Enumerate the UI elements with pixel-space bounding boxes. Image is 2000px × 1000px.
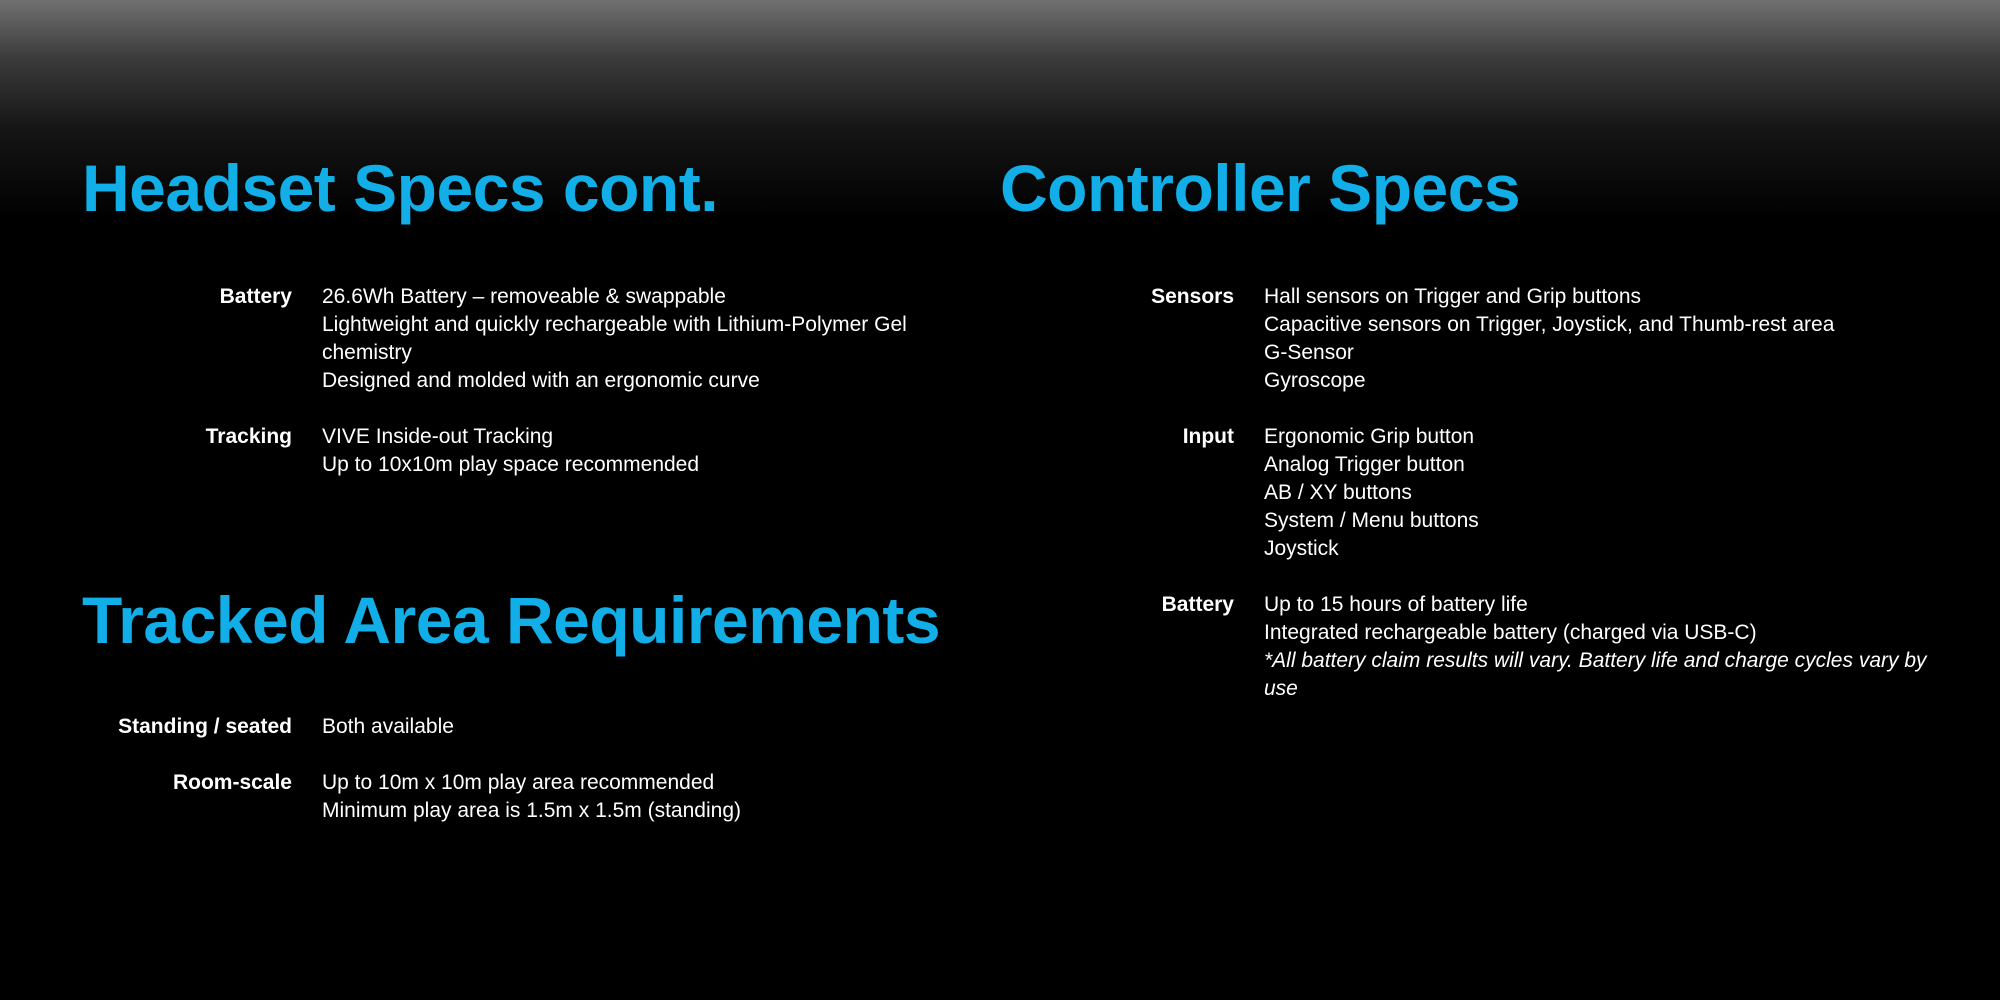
spec-row [1000, 423, 1944, 563]
spec-values [1264, 591, 1944, 703]
controller-specs-table [1000, 283, 1944, 703]
spec-label: Sensors [1151, 285, 1234, 308]
spec-value-line: 26.6Wh Battery – removeable & swappable [322, 285, 726, 308]
spec-value-line: Capacitive sensors on Trigger, Joystick, and Thumb-rest area [1264, 313, 1835, 336]
spec-row [82, 283, 962, 395]
headset-specs-heading: Headset Specs cont. [82, 151, 719, 225]
spec-value-line: Both available [322, 715, 454, 738]
spec-value-line: Gyroscope [1264, 369, 1366, 392]
spec-values [322, 423, 962, 479]
tracked-area-heading: Tracked Area Requirements [82, 583, 941, 657]
spec-row [1000, 591, 1944, 703]
spec-value-line: Designed and molded with an ergonomic curve [322, 369, 760, 392]
spec-value-line: Up to 10m x 10m play area recommended [322, 771, 715, 794]
spec-value-line: G-Sensor [1264, 341, 1354, 364]
spec-values [1264, 423, 1944, 563]
spec-label: Standing / seated [118, 715, 292, 738]
spec-label: Battery [219, 285, 292, 308]
spec-value-line: Analog Trigger button [1264, 453, 1465, 476]
spec-row [1000, 283, 1944, 395]
spec-value-line: VIVE Inside-out Tracking [322, 425, 554, 448]
spec-value-line: Ergonomic Grip button [1264, 425, 1475, 448]
spec-row [82, 713, 962, 741]
spec-values [322, 713, 962, 741]
spec-values [322, 769, 962, 825]
tracked-area-table [82, 713, 962, 825]
spec-values [1264, 283, 1944, 395]
controller-specs-heading: Controller Specs [1000, 151, 1521, 225]
spec-value-line: Up to 10x10m play space recommended [322, 453, 700, 476]
spec-value-line: Minimum play area is 1.5m x 1.5m (standing) [322, 799, 741, 822]
spec-value-line: Joystick [1264, 537, 1339, 560]
spec-value-line: Lightweight and quickly rechargeable with Lithium-Polymer Gel chemistry [322, 313, 907, 364]
spec-row [82, 423, 962, 479]
spec-value-line: System / Menu buttons [1264, 509, 1479, 532]
spec-row [82, 769, 962, 825]
spec-value-line: Integrated rechargeable battery (charged via USB-C) [1264, 621, 1757, 644]
spec-values [322, 283, 962, 395]
spec-label: Tracking [205, 425, 292, 448]
spec-label: Battery [1161, 593, 1234, 616]
spec-value-line: Hall sensors on Trigger and Grip buttons [1264, 285, 1642, 308]
spec-value-line: AB / XY buttons [1264, 481, 1412, 504]
spec-footnote: *All battery claim results will vary. Battery life and charge cycles vary by use [1264, 649, 1927, 700]
spec-label: Room-scale [172, 771, 292, 794]
headset-specs-table [82, 283, 962, 479]
spec-label: Input [1182, 425, 1234, 448]
spec-value-line: Up to 15 hours of battery life [1264, 593, 1528, 616]
